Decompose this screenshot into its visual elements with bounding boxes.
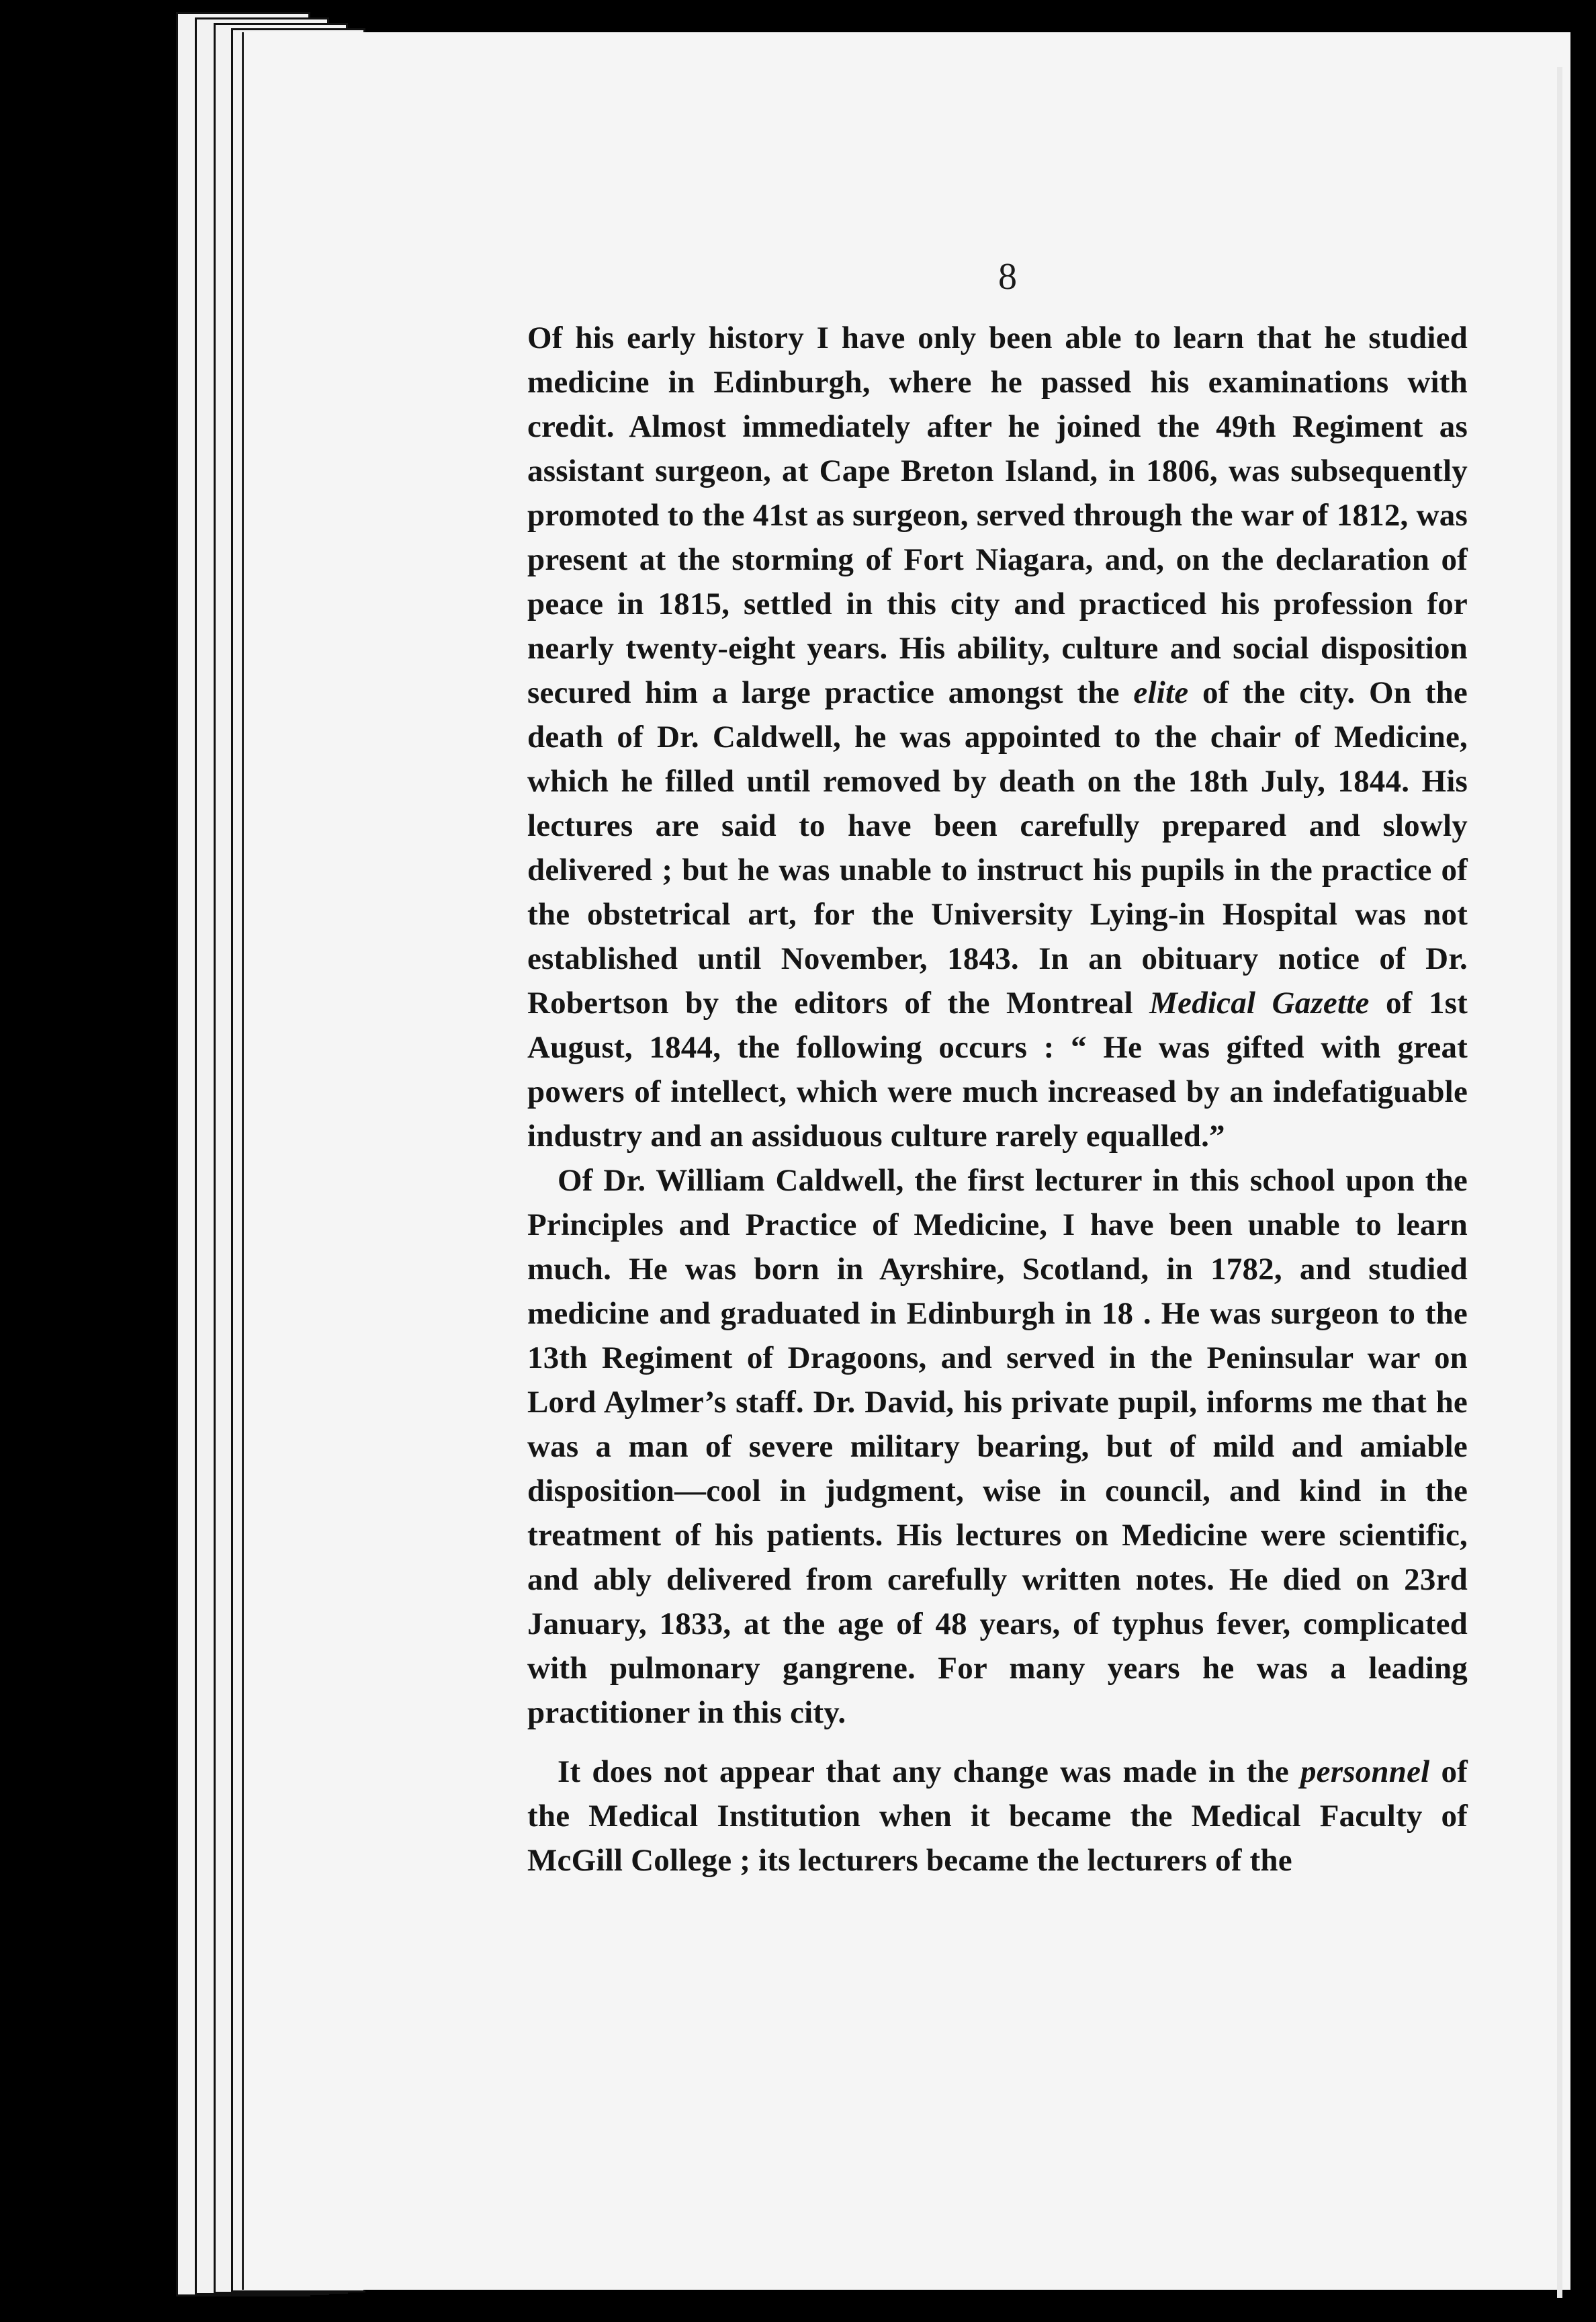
page-right-edge (1557, 67, 1562, 2298)
text-segment: of the city. On the death of Dr. Caldwell, he was appointed to the chair of Medicine, which he filled until removed by death on the 18th July, 1844. His lectures are said to have been carefully prepared and slowly delivered ; but he was unable to instruct his pupils in the practice of the obstetrical art, for the University Lying-in Hospital was not established until November, 1843. In an obituary notice of Dr. Robertson by the editors of the Montreal (527, 675, 1468, 1021)
body-text (527, 316, 1468, 1883)
paragraph-caldwell (527, 1158, 1468, 1735)
text-segment-italic: elite (1133, 675, 1189, 710)
paragraph-robertson (527, 316, 1468, 1158)
text-segment: Of Dr. William Caldwell, the first lecturer in this school upon the Principles and Practice of Medicine, I have been unable to learn much. He was born in Ayrshire, Scotland, in 1782, and studied medicine and graduated in Edinburgh in 18 . He was surgeon to the 13th Regiment of Dragoons, and served in the Peninsular war on Lord Aylmer’s staff. Dr. David, his private pupil, informs me that he was a man of severe military bearing, but of mild and amiable disposition—cool in judgment, wise in council, and kind in the treatment of his patients. His lectures on Medicine were scientific, and ably delivered from carefully written notes. He died on 23rd January, 1833, at the age of 48 years, of typhus fever, complicated with pulmonary gangrene. For many years he was a leading practitioner in this city. (527, 1163, 1468, 1730)
page-number: 8 (998, 256, 1017, 298)
text-segment: of 1st August, 1844, the following occurs : “ He was gifted with great powers of intellect, which were much increased by an indefatiguable industry and an assiduous culture rarely equalled.” (527, 986, 1468, 1154)
text-segment-italic: personnel (1300, 1754, 1430, 1789)
text-segment: It does not appear that any change was made in the (558, 1754, 1300, 1789)
paragraph-personnel (527, 1750, 1468, 1883)
text-segment: of the Medical Institution when it became the Medical Faculty of McGill College ; its lecturers became the lecturers of the (527, 1754, 1468, 1878)
text-segment-italic: Medical Gazette (1149, 986, 1370, 1021)
text-segment: Of his early history I have only been able to learn that he studied medicine in Edinburgh, where he passed his examinations with credit. Almost immediately after he joined the 49th Regiment as assistant surgeon, at Cape Breton Island, in 1806, was subsequently promoted to the 41st as surgeon, served through the war of 1812, was present at the storming of Fort Niagara, and, on the declaration of peace in 1815, settled in this city and practiced his profession for nearly twenty-eight years. His ability, culture and social disposition secured him a large practice amongst the (527, 320, 1468, 710)
